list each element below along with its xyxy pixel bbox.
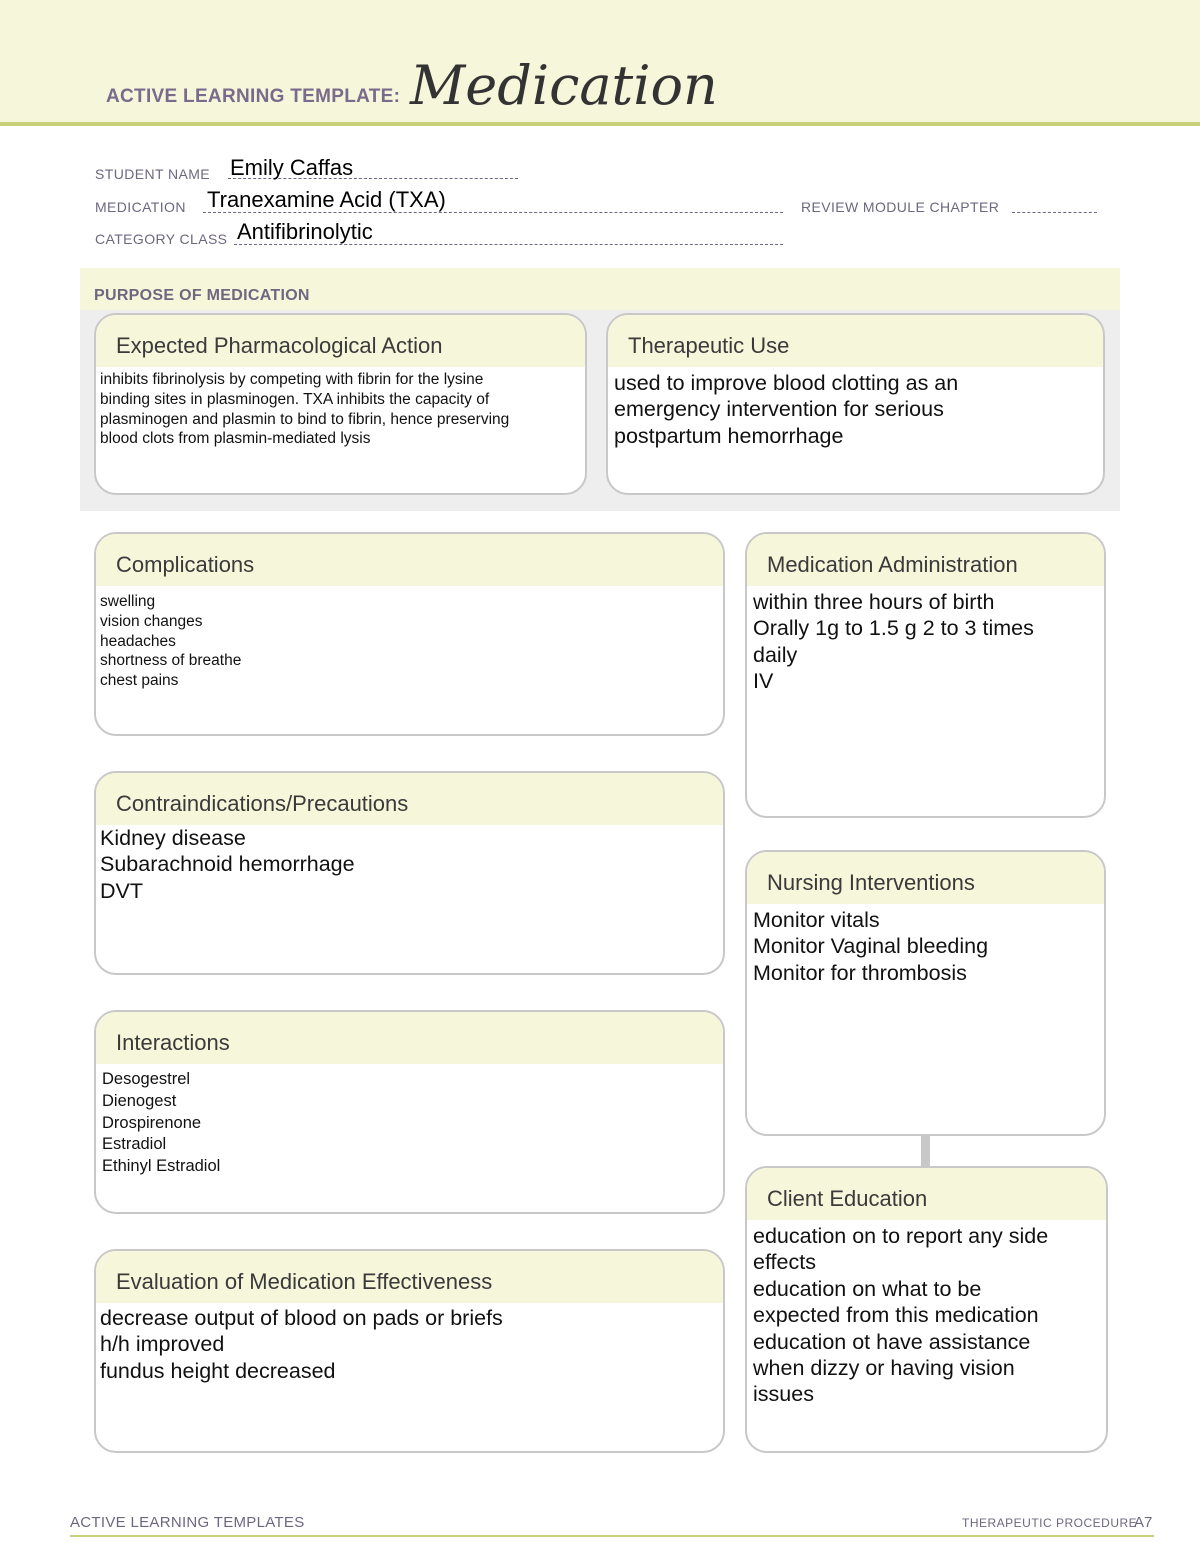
evaluation-title: Evaluation of Medication Effectiveness <box>116 1269 493 1294</box>
client-education-text[interactable]: education on to report any side effects education on what to be expected from this medication education ot have assistance when dizzy or having vision issues <box>753 1224 1049 1407</box>
expected-action-box <box>94 313 587 495</box>
therapeutic-use-text[interactable]: used to improve blood clotting as an emergency intervention for serious postpartum hemorrhage <box>614 371 959 448</box>
footer-page-number: A7 <box>1134 1514 1153 1531</box>
expected-action-title: Expected Pharmacological Action <box>116 333 443 358</box>
category-class-label: CATEGORY CLASS <box>95 231 228 247</box>
client-education-box <box>745 1166 1108 1453</box>
review-module-label: REVIEW MODULE CHAPTER <box>801 199 1000 215</box>
box-connector <box>921 1134 930 1166</box>
nursing-interventions-title: Nursing Interventions <box>767 870 975 895</box>
medication-label: MEDICATION <box>95 199 186 215</box>
administration-title: Medication Administration <box>767 552 1018 577</box>
interactions-title: Interactions <box>116 1030 230 1055</box>
interactions-text[interactable]: Desogestrel Dienogest Drospirenone Estradiol Ethinyl Estradiol <box>102 1070 221 1176</box>
footer-right: THERAPEUTIC PROCEDURE <box>962 1516 1138 1530</box>
nursing-interventions-text[interactable]: Monitor vitals Monitor Vaginal bleeding Monitor for thrombosis <box>753 908 989 985</box>
header-rule <box>0 122 1200 126</box>
therapeutic-use-box <box>606 313 1105 495</box>
contraindications-text[interactable]: Kidney disease Subarachnoid hemorrhage DVT <box>100 826 355 903</box>
administration-text[interactable]: within three hours of birth Orally 1g to 1.5 g 2 to 3 times daily IV <box>753 590 1034 694</box>
footer-left: ACTIVE LEARNING TEMPLATES <box>70 1514 305 1531</box>
footer-rule <box>70 1535 1154 1537</box>
evaluation-box <box>94 1249 725 1453</box>
medication-field[interactable]: Tranexamine Acid (TXA) <box>207 187 446 212</box>
category-class-field[interactable]: Antifibrinolytic <box>237 219 373 244</box>
nursing-interventions-box <box>745 850 1106 1136</box>
contraindications-title: Contraindications/Precautions <box>116 791 409 816</box>
complications-title: Complications <box>116 552 255 577</box>
contraindications-box <box>94 771 725 975</box>
template-label: ACTIVE LEARNING TEMPLATE: <box>106 86 401 107</box>
expected-action-text[interactable]: inhibits fibrinolysis by competing with fibrin for the lysine binding sites in plasminogen. TXA inhibits the capacity of plasminogen and plasmin to bind to fibrin, hence preserving blood clots from plasmin-mediated lysis <box>100 371 510 448</box>
evaluation-text[interactable]: decrease output of blood on pads or briefs h/h improved fundus height decreased <box>100 1306 503 1383</box>
complications-box <box>94 532 725 736</box>
page-title: Medication <box>410 54 718 117</box>
purpose-label: PURPOSE OF MEDICATION <box>94 287 310 304</box>
review-module-field[interactable] <box>1012 212 1097 213</box>
complications-text[interactable]: swelling vision changes headaches shortness of breathe chest pains <box>100 593 242 690</box>
student-name-label: STUDENT NAME <box>95 166 210 182</box>
interactions-box <box>94 1010 725 1214</box>
student-name-field[interactable]: Emily Caffas <box>230 155 354 180</box>
administration-box <box>745 532 1106 818</box>
client-education-title: Client Education <box>767 1186 928 1211</box>
therapeutic-use-title: Therapeutic Use <box>628 333 790 358</box>
